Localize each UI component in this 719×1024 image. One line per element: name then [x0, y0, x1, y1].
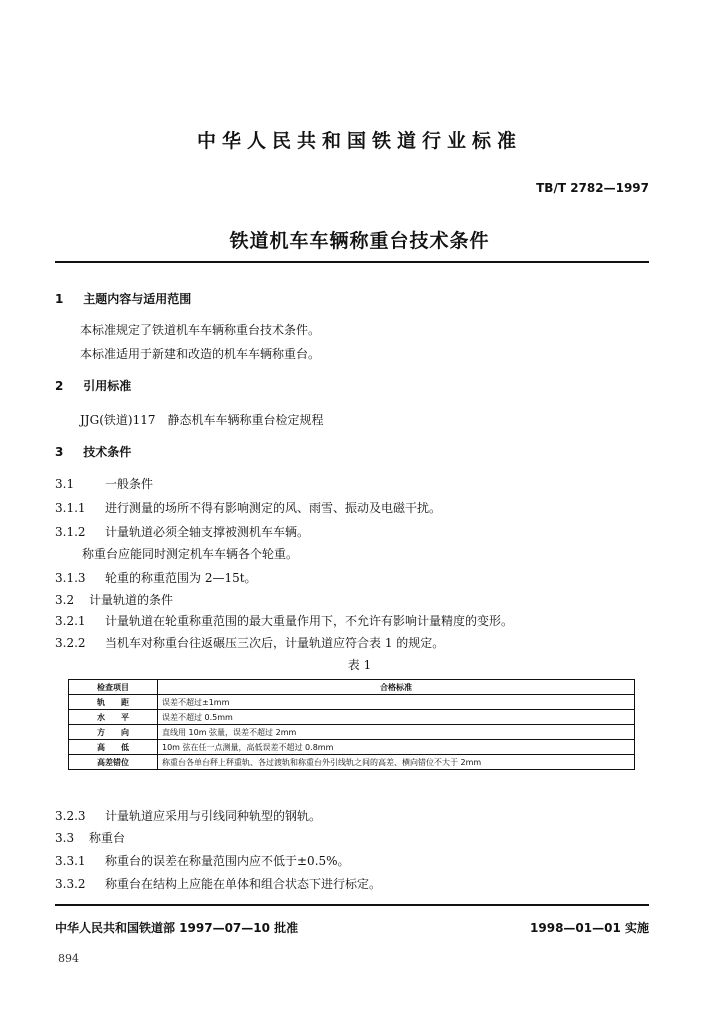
clause-number: 3.2.1: [55, 614, 86, 628]
footer-divider: [55, 904, 649, 906]
clause-number: 3.2.2: [55, 636, 86, 650]
reference-standard: JJG(铁道)117 静态机车车辆称重台检定规程: [80, 413, 324, 427]
table-header-cell: 合格标准: [158, 680, 635, 695]
table-cell: 高差错位: [69, 755, 158, 770]
table-caption: 表 1: [347, 658, 372, 672]
standard-header-title: 中华人民共和国铁道行业标准: [196, 130, 522, 152]
clause: [55, 545, 298, 562]
table-cell: 方 向: [69, 725, 158, 740]
clause-text: 计量轨道应采用与引线同种轨型的钢轨。: [105, 809, 322, 823]
table-row: [69, 725, 635, 740]
table-cell: 称重台各单台秤上秤重轨、各过渡轨和称重台外引线轨之间的高差、横向错位不大于 2mm: [158, 755, 635, 770]
table-cell: 直线用 10m 弦量，误差不超过 2mm: [158, 725, 635, 740]
clause: [55, 875, 381, 892]
table-header-row: [69, 680, 635, 695]
specification-table: [68, 679, 635, 770]
clause-text: 称重台在结构上应能在单体和组合状态下进行标定。: [105, 877, 382, 891]
clause: [55, 591, 173, 608]
table-row: [69, 740, 635, 755]
clause-number: 3.1.1: [55, 501, 86, 515]
paragraph: 本标准规定了铁道机车车辆称重台技术条件。: [80, 323, 321, 337]
table-cell: 误差不超过 0.5mm: [158, 710, 635, 725]
clause-number: 3.3.2: [55, 877, 86, 891]
clause: [55, 852, 350, 869]
paragraph: 本标准适用于新建和改造的机车车辆称重台。: [80, 347, 321, 361]
approval-line: 中华人民共和国铁道部 1997—07—10 批准: [55, 921, 299, 935]
clause-text: 计量轨道在轮重称重范围的最大重量作用下，不允许有影响计量精度的变形。: [105, 614, 514, 628]
section-2-heading: [55, 377, 131, 394]
clause: [55, 634, 444, 651]
clause: [55, 612, 513, 629]
clause-number: 3.1: [55, 477, 75, 491]
clause: [55, 569, 257, 586]
section-title: 引用标准: [83, 379, 132, 393]
section-number: 2: [55, 379, 64, 393]
clause-text: 轮重的称重范围为 2—15t。: [105, 571, 257, 585]
clause-text: 进行测量的场所不得有影响测定的风、雨雪、振动及电磁干扰。: [105, 501, 442, 515]
standard-number: TB/T 2782—1997: [536, 181, 649, 195]
section-1-heading: [55, 290, 191, 307]
implementation-date: 1998—01—01 实施: [530, 921, 649, 935]
clause-text: 称重台应能同时测定机车车辆各个轮重。: [82, 547, 299, 561]
section-3-heading: [55, 443, 131, 460]
table-cell: 误差不超过±1mm: [158, 695, 635, 710]
clause-text: 称重台的误差在称量范围内应不低于±0.5%。: [105, 854, 350, 868]
clause: [55, 523, 309, 540]
document-title: 铁道机车车辆称重台技术条件: [229, 230, 490, 252]
table-cell: 10m 弦在任一点测量，高低误差不超过 0.8mm: [158, 740, 635, 755]
table-cell: 轨 距: [69, 695, 158, 710]
clause-text: 称重台: [89, 831, 126, 845]
section-number: 1: [55, 292, 64, 306]
section-number: 3: [55, 445, 64, 459]
section-title: 技术条件: [83, 445, 132, 459]
table-header-cell: 检查项目: [69, 680, 158, 695]
clause: [55, 807, 321, 824]
table-row: [69, 755, 635, 770]
clause-text: 一般条件: [105, 477, 154, 491]
clause-text: 计量轨道的条件: [89, 593, 174, 607]
page-number: 894: [58, 952, 79, 965]
table-cell: 水 平: [69, 710, 158, 725]
title-divider: [55, 261, 649, 263]
table-cell: 高 低: [69, 740, 158, 755]
clause-text: 计量轨道必须全轴支撑被测机车车辆。: [105, 525, 310, 539]
clause-number: 3.3.1: [55, 854, 86, 868]
table-row: [69, 695, 635, 710]
clause: [55, 499, 441, 516]
clause-number: 3.1.2: [55, 525, 86, 539]
clause-text: 当机车对称重台往返碾压三次后，计量轨道应符合表 1 的规定。: [105, 636, 445, 650]
clause: [55, 475, 153, 492]
table-row: [69, 710, 635, 725]
clause: [55, 829, 125, 846]
clause-number: 3.2: [55, 593, 75, 607]
clause-number: 3.2.3: [55, 809, 86, 823]
clause-number: 3.3: [55, 831, 75, 845]
clause-number: 3.1.3: [55, 571, 86, 585]
section-title: 主题内容与适用范围: [83, 292, 192, 306]
